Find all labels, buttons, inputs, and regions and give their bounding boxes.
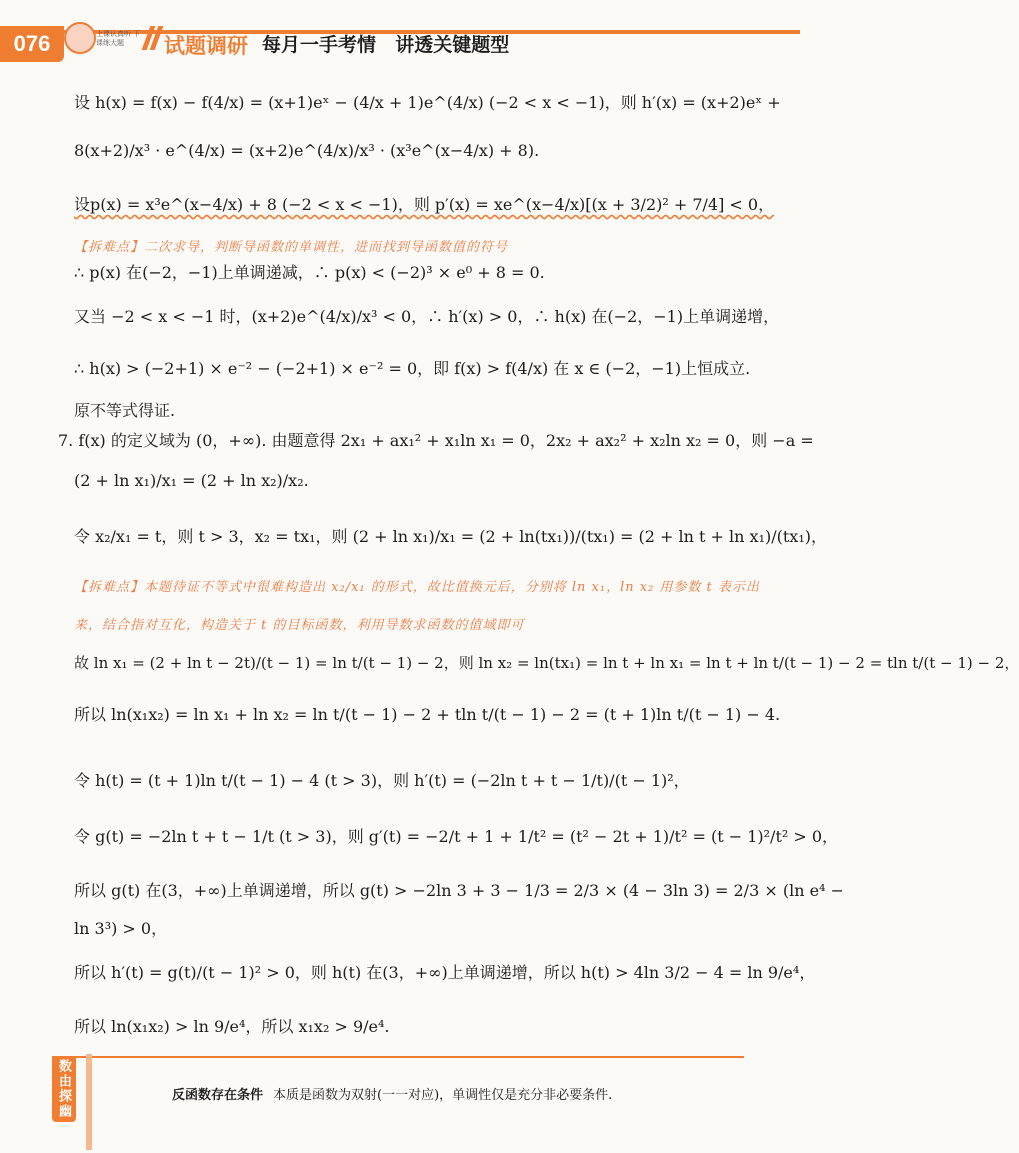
footer-text: 本质是函数为双射(一一对应)，单调性仅是充分非必要条件.: [273, 1088, 613, 1103]
solution-line: 故 ln x₁ = (2 + ln t − 2t)/(t − 1) = ln t/(t − 1) − 2，则 ln x₂ = ln(tx₁) = ln t + ln x₁ = ln t + ln t/(t − 1) − 2 = tln t/(t − 1) − 2，: [74, 654, 1019, 672]
difficulty-note: 【拆难点】本题待证不等式中很难构造出 x₂/x₁ 的形式，故比值换元后，分别将 ln x₁，ln x₂ 用参数 t 表示出: [74, 580, 760, 595]
solution-line: 8(x+2)/x³ · e^(4/x) = (x+2)e^(4/x)/x³ · (x³e^(x−4/x) + 8).: [74, 141, 540, 160]
solution-line: ∴ p(x) 在(−2，−1)上单调递减，∴ p(x) < (−2)³ × e⁰ + 8 = 0.: [74, 263, 545, 282]
solution-line: 令 h(t) = (t + 1)ln t/(t − 1) − 4 (t > 3)，则 h′(t) = (−2ln t + t − 1/t)/(t − 1)²，: [74, 771, 690, 790]
difficulty-note: 来，结合指对互化，构造关于 t 的目标函数，利用导数求函数的值域即可: [74, 618, 525, 633]
solution-line: 所以 g(t) 在(3，+∞)上单调递增，所以 g(t) > −2ln 3 + 3 − 1/3 = 2/3 × (4 − 3ln 3) = 2/3 × (ln e⁴ −: [74, 881, 844, 900]
footer-tip: [172, 1084, 612, 1103]
footer-rule: [74, 1056, 744, 1058]
solution-line: 令 g(t) = −2ln t + t − 1/t (t > 3)，则 g′(t) = −2/t + 1 + 1/t² = (t² − 2t + 1)/t² = (t − 1)²/t² > 0，: [74, 827, 839, 846]
solution-line: 设p(x) = x³e^(x−4/x) + 8 (−2 < x < −1)，则 p′(x) = xe^(x−4/x)[(x + 3/2)² + 7/4] < 0，: [74, 195, 775, 214]
solution-line: 又当 −2 < x < −1 时，(x+2)e^(4/x)/x³ < 0，∴ h′(x) > 0，∴ h(x) 在(−2，−1)上单调递增，: [74, 307, 780, 326]
solution-line: 所以 h′(t) = g(t)/(t − 1)² > 0，则 h(t) 在(3，+∞)上单调递增，所以 h(t) > 4ln 3/2 − 4 = ln 9/e⁴，: [74, 963, 816, 982]
footer-term: 反函数存在条件: [172, 1087, 264, 1102]
difficulty-note: 【拆难点】二次求导，判断导函数的单调性，进而找到导函数值的符号: [74, 240, 509, 255]
logo-slogan: 上课认真听 下课练大题: [96, 31, 140, 47]
section-subtitle: 每月一手考情 讲透关键题型: [262, 35, 510, 56]
solution-line: 令 x₂/x₁ = t，则 t > 3，x₂ = tx₁，则 (2 + ln x₁)/x₁ = (2 + ln(tx₁))/(tx₁) = (2 + ln t + ln x₁)/(tx₁)，: [74, 527, 827, 546]
page-number: 076: [0, 26, 64, 62]
solution-line: 所以 ln(x₁x₂) > ln 9/e⁴，所以 x₁x₂ > 9/e⁴.: [74, 1017, 390, 1036]
solution-line: 设 h(x) = f(x) − f(4/x) = (x+1)eˣ − (4/x + 1)e^(4/x) (−2 < x < −1)，则 h′(x) = (x+2)eˣ +: [74, 93, 781, 112]
solution-line: ln 3³) > 0，: [74, 919, 168, 938]
problem-7-statement: 7. f(x) 的定义域为 (0，+∞). 由题意得 2x₁ + ax₁² + x₁ln x₁ = 0，2x₂ + ax₂² + x₂ln x₂ = 0，则 −a =: [58, 431, 814, 450]
solution-line: 原不等式得证.: [74, 401, 176, 420]
book-logo-icon: [64, 22, 96, 54]
side-mark: [86, 1054, 92, 1150]
page-header: [0, 0, 800, 70]
section-title: 试题调研: [164, 35, 248, 58]
solution-line: 所以 ln(x₁x₂) = ln x₁ + ln x₂ = ln t/(t − 1) − 2 + tln t/(t − 1) − 2 = (t + 1)ln t/(t − 1) − 4.: [74, 705, 781, 724]
solution-line: ∴ h(x) > (−2+1) × e⁻² − (−2+1) × e⁻² = 0，即 f(x) > f(4/x) 在 x ∈ (−2，−1)上恒成立.: [74, 359, 751, 378]
side-tab: 数由探幽: [52, 1056, 76, 1122]
solution-line: (2 + ln x₁)/x₁ = (2 + ln x₂)/x₂.: [74, 471, 309, 490]
